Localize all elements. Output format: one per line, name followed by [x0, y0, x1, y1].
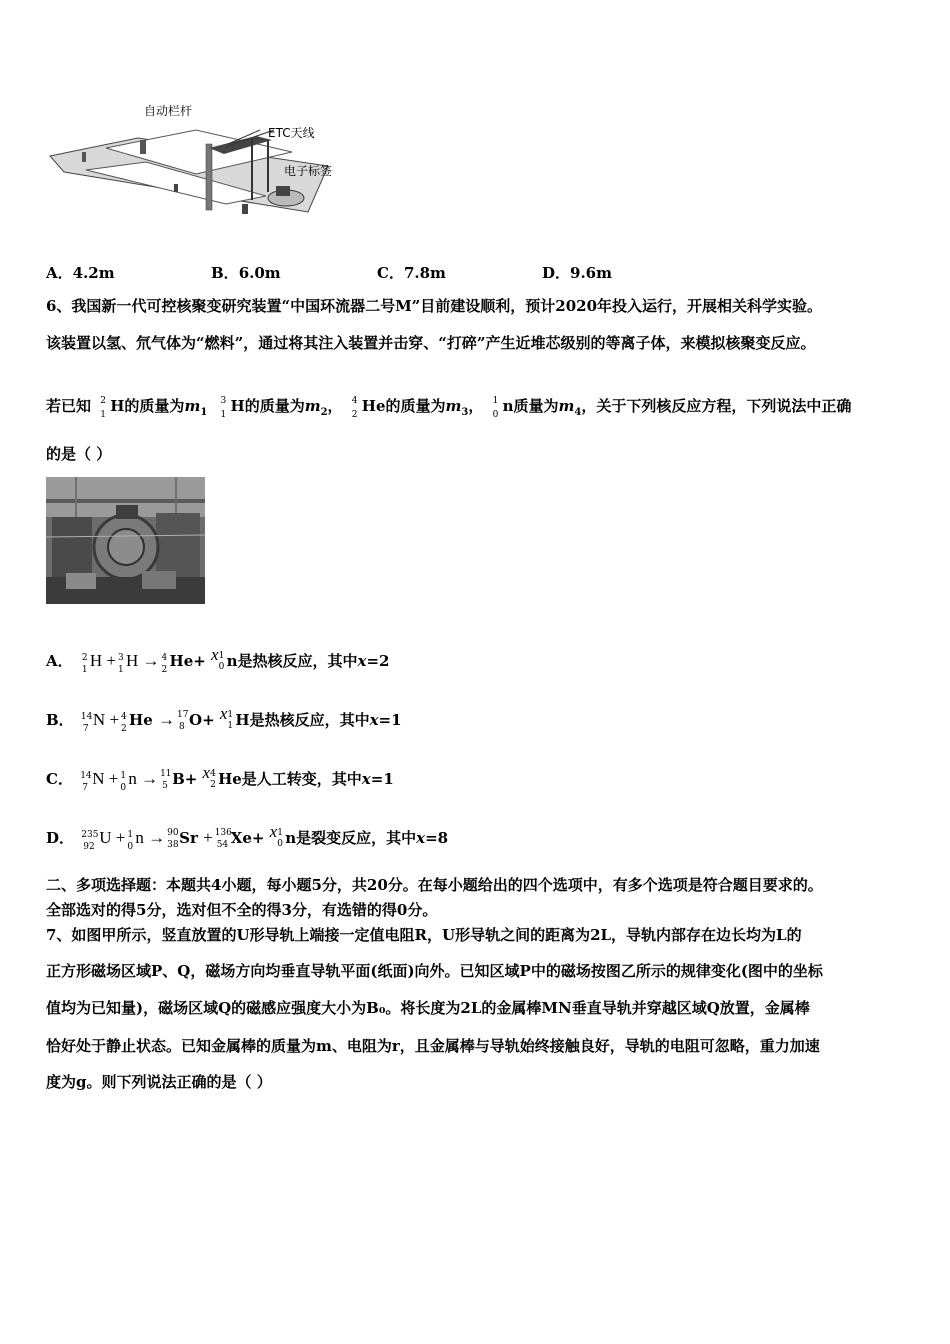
- q7-line-1: 7、如图甲所示，竖直放置的U形导轨上端接一定值电阻R，U形导轨之间的距离为2L，导轨内部存在边长均为L的: [46, 926, 802, 944]
- text: n质量为: [502, 397, 559, 415]
- section2-line-1: 二、多项选择题：本题共4小题，每小题5分，共20分。在每小题给出的四个选项中，有多个选项是符合题目要求的。: [46, 876, 823, 894]
- tokamak-image: [46, 477, 205, 604]
- option-letter: C．: [46, 770, 73, 788]
- var-x: x: [416, 829, 426, 847]
- option-text: 6.0m: [238, 264, 281, 282]
- text: H的质量为: [110, 397, 185, 415]
- q7-line-4: 恰好处于静止状态。已知金属棒的质量为m、电阻为r，且金属棒与导轨始终接触良好，导轨的电阻可忽略，重力加速: [46, 1037, 820, 1055]
- option-letter: A．: [46, 264, 73, 282]
- label-tag: 电子标签: [284, 164, 333, 178]
- q6-option-d: D． 235 92 U + 1 0 n → 90 38 Sr + 136 54 Xe+ x 1 0 n是裂变反应，其中x=8: [46, 822, 449, 852]
- option-text: H是热核反应，其中: [235, 711, 370, 729]
- option-text: He是人工转变，其中: [218, 770, 362, 788]
- option-value: =1: [378, 711, 402, 729]
- option-value: =8: [425, 829, 449, 847]
- option-value: =2: [366, 652, 390, 670]
- var-m: m: [558, 397, 575, 415]
- subscript: 4: [574, 407, 582, 418]
- etc-diagram: [46, 100, 346, 220]
- q5-option-a: [46, 262, 115, 283]
- text: 若已知: [46, 397, 92, 415]
- q6-line-4: 的是（ ）: [46, 445, 112, 463]
- q5-option-d: [542, 262, 612, 283]
- option-text: n是裂变反应，其中: [285, 829, 417, 847]
- section2-line-2: 全部选对的得5分，选对但不全的得3分，有选错的得0分。: [46, 901, 438, 919]
- q6-option-b: B． 14 7 N + 4 2 He → 17 8 O+ x 1 1 H是热核反应，其中x=1: [46, 704, 402, 734]
- option-letter: C．: [377, 264, 404, 282]
- q5-option-b: [211, 262, 281, 283]
- var-x: x: [357, 652, 367, 670]
- label-antenna: ETC天线: [268, 126, 315, 140]
- var-m: m: [445, 397, 462, 415]
- label-barrier: 自动栏杆: [144, 104, 193, 118]
- option-letter: A．: [46, 652, 73, 670]
- q7-line-3: 值均为已知量)，磁场区域Q的磁感应强度大小为B₀。将长度为2L的金属棒MN垂直导轨并穿越区域Q放置，金属棒: [46, 999, 810, 1017]
- q6-option-a: A． 2 1 H + 3 1 H → 4 2 He+ x 1 0 n是热核反应，其中x=2: [46, 645, 390, 675]
- option-letter: D．: [46, 829, 75, 847]
- q6-option-c: C． 14 7 N + 1 0 n → 11 5 B+ x 4 2 He是人工转变，其中x=1: [46, 763, 394, 793]
- subscript: 2: [320, 407, 328, 418]
- q6-line-2: 该装置以氢、氘气体为“燃料”，通过将其注入装置并击穿、“打碎”产生近堆芯级别的等离子体，来模拟核聚变反应。: [46, 334, 816, 352]
- text: H的质量为: [230, 397, 305, 415]
- tokamak-photo: [46, 477, 205, 604]
- q7-line-2: 正方形磁场区域P、Q，磁场方向均垂直导轨平面(纸面)向外。已知区域P中的磁场按图乙所示的规律变化(图中的坐标: [46, 962, 823, 980]
- var-m: m: [304, 397, 321, 415]
- subscript: 1: [200, 407, 208, 418]
- option-letter: B．: [211, 264, 239, 282]
- text: ，关于下列核反应方程，下列说法中正确: [581, 397, 852, 415]
- var-x: x: [369, 711, 379, 729]
- q6-line-1: 6、我国新一代可控核聚变研究装置“中国环流器二号M”目前建设顺利，预计2020年投入运行，开展相关科学实验。: [46, 297, 823, 315]
- q6-line-3: 若已知 2 1 H的质量为$m_1$ 3 1 H的质量为$m_2$， 4 2 He的质量为$m_3$， 1 0 n质量为$m_4$，关于下列核反应方程，下列说法中正确: [46, 396, 852, 420]
- option-text: 9.6m: [570, 264, 612, 282]
- subscript: 3: [461, 407, 469, 418]
- var-m: m: [184, 397, 201, 415]
- var-x: x: [361, 770, 371, 788]
- etc-figure: [46, 100, 346, 220]
- q5-option-c: [377, 262, 446, 283]
- option-text: 4.2m: [72, 264, 115, 282]
- option-letter: B．: [46, 711, 74, 729]
- option-letter: D．: [542, 264, 571, 282]
- option-value: =1: [370, 770, 394, 788]
- text: He的质量为: [361, 397, 446, 415]
- option-text: 7.8m: [403, 264, 446, 282]
- option-text: n是热核反应，其中: [226, 652, 358, 670]
- q7-line-5: 度为g。则下列说法正确的是（ ）: [46, 1073, 272, 1091]
